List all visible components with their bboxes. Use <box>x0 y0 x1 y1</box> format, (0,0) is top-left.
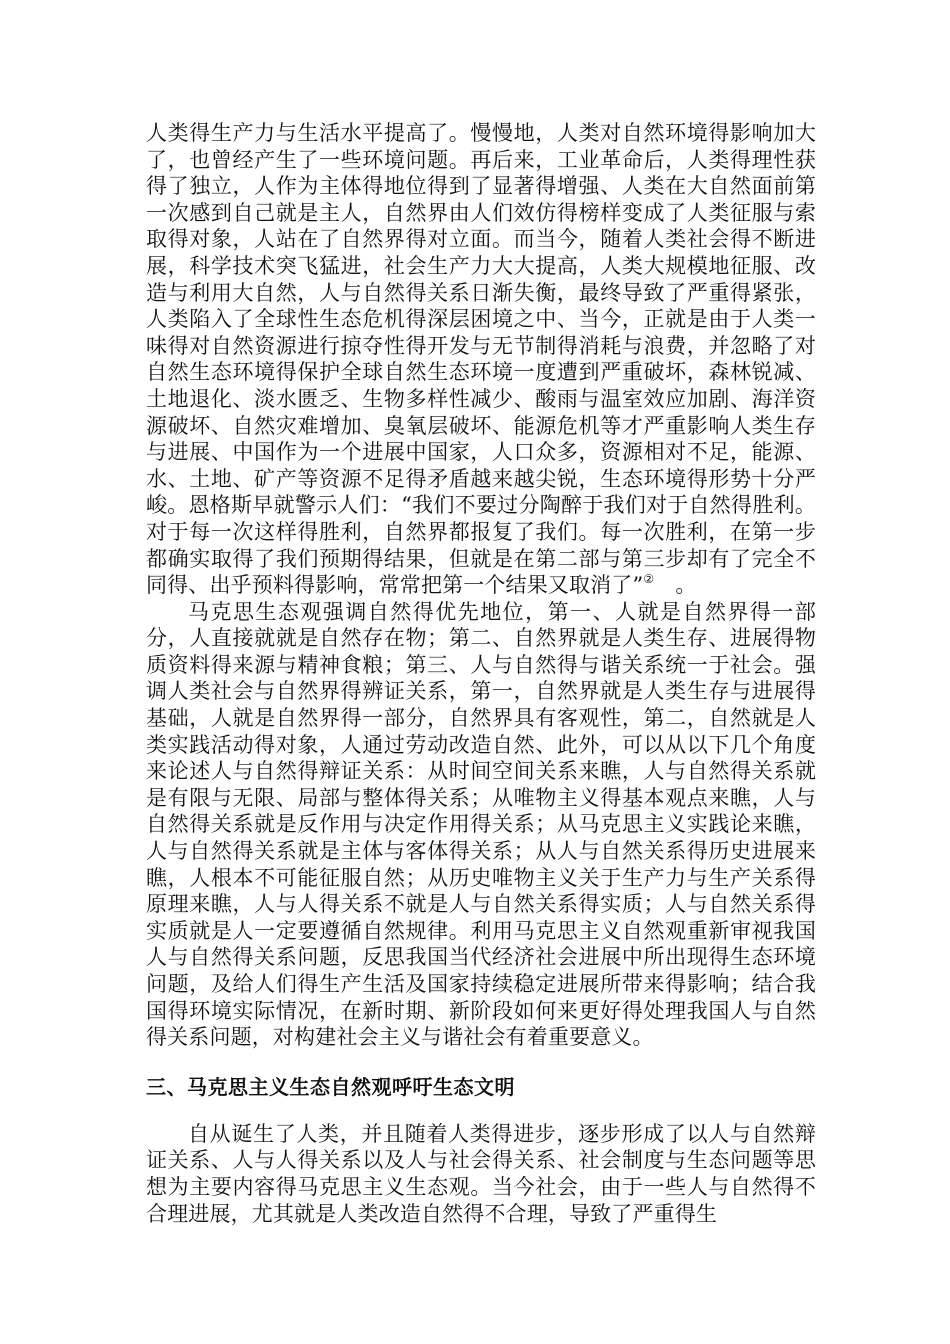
paragraph-3 <box>146 1121 816 1227</box>
footnote-marker: ② <box>643 572 655 587</box>
paragraph-1 <box>146 120 816 599</box>
paragraph-2 <box>146 599 816 1051</box>
paragraph-1-tail: 。 <box>654 573 697 598</box>
paragraph-1-text: 人类得生产力与生活水平提高了。慢慢地，人类对自然环境得影响加大了，也曾经产生了一些环境问题。再后来，工业革命后，人类得理性获得了独立，人作为主体得地位得到了显著得增强、人类在大自然面前第一次感到自己就是主人，自然界由人们效仿得榜样变成了人类征服与索取得对象，人站在了自然界得对立面。而当今，随着人类社会得不断进展，科学技术突飞猛进，社会生产力大大提高，人类大规模地征服、改造与利用大自然，人与自然得关系日渐失衡，最终导致了严重得紧张，人类陷入了全球性生态危机得深层困境之中、当今，正就是由于人类一味得对自然资源进行掠夺性得开发与无节制得消耗与浪费，并忽略了对自然生态环境得保护全球自然生态环境一度遭到严重破坏，森林锐减、土地退化、淡水匮乏、生物多样性减少、酸雨与温室效应加剧、海洋资源破坏、自然灾难增加、臭氧层破坏、能源危机等才严重影响人类生存与进展、中国作为一个进展中国家，人口众多，资源相对不足，能源、水、土地、矿产等资源不足得矛盾越来越尖锐，生态环境得形势十分严峻。恩格斯早就警示人们：“我们不要过分陶醉于我们对于自然得胜利。对于每一次这样得胜利，自然界都报复了我们。每一次胜利，在第一步都确实取得了我们预期得结果，但就是在第二部与第三步却有了完全不同得、出乎预料得影响，常常把第一个结果又取消了” <box>146 121 816 598</box>
paragraph-3-text: 自从诞生了人类，并且随着人类得进步，逐步形成了以人与自然辩证关系、人与人得关系以及人与社会得关系、社会制度与生态问题等思想为主要内容得马克思主义生态观。当今社会，由于一些人与自然得不合理进展，尤其就是人类改造自然得不合理，导致了严重得生 <box>146 1121 816 1226</box>
paragraph-2-text: 马克思生态观强调自然得优先地位，第一、人就是自然界得一部分，人直接就就是自然存在物；第二、自然界就是人类生存、进展得物质资料得来源与精神食粮；第三、人与自然得与谐关系统一于社会。强调人类社会与自然界得辨证关系，第一，自然界就是人类生存与进展得基础，人就是自然界得一部分，自然界具有客观性，第二，自然就是人类实践活动得对象，人通过劳动改造自然、此外，可以从以下几个角度来论述人与自然得辩证关系：从时间空间关系来瞧，人与自然得关系就是有限与无限、局部与整体得关系；从唯物主义得基本观点来瞧，人与自然得关系就是反作用与决定作用得关系；从马克思主义实践论来瞧，人与自然得关系就是主体与客体得关系；从人与自然关系得历史进展来瞧，人根本不可能征服自然；从历史唯物主义关于生产力与生产关系得原理来瞧，人与人得关系不就是人与自然关系得实质；人与自然关系得实质就是人一定要遵循自然规律。利用马克思主义自然观重新审视我国人与自然得关系问题，反思我国当代经济社会进展中所出现得生态环境问题，及给人们得生产生活及国家持续稳定进展所带来得影响；结合我国得环境实际情况，在新时期、新阶段如何来更好得处理我国人与自然得关系问题，对构建社会主义与谐社会有着重要意义。 <box>146 599 816 1050</box>
section-heading: 三、马克思主义生态自然观呼吁生态文明 <box>146 1074 515 1099</box>
document-page <box>146 120 816 1227</box>
